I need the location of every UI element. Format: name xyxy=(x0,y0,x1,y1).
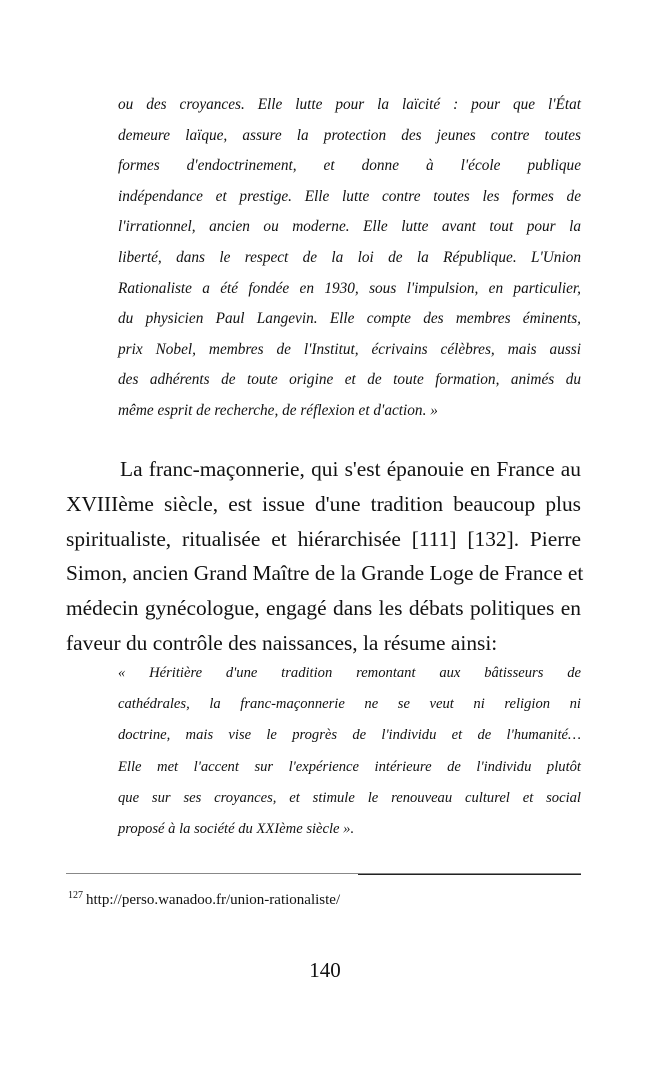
paragraph-line: La franc-maçonnerie, qui s'est épanouie en France au xyxy=(120,457,581,481)
quote-line: liberté, dans le respect de la loi de la République. L'Union xyxy=(118,248,581,266)
paragraph-line: spiritualiste, ritualisée et hiérarchisée [111] [132]. Pierre xyxy=(66,526,581,551)
quote-line: proposé à la société du XXIème siècle ». xyxy=(118,821,355,838)
quote-line: doctrine, mais vise le progrès de l'individu et de l'humanité… xyxy=(118,727,581,744)
paragraph-line: XVIIIème siècle, est issue d'une tradition beaucoup plus xyxy=(66,491,581,516)
quote-line: Rationaliste a été fondée en 1930, sous l'impulsion, en particulier, xyxy=(118,279,581,297)
quote-line: que sur ses croyances, et stimule le renouveau culturel et social xyxy=(118,789,581,806)
quote-line: indépendance et prestige. Elle lutte contre toutes les formes de xyxy=(118,187,581,205)
quote-line: l'irrationnel, ancien ou moderne. Elle lutte avant tout pour la xyxy=(118,218,581,236)
quote-line: du physicien Paul Langevin. Elle compte des membres éminents, xyxy=(118,310,581,328)
quote-line: ou des croyances. Elle lutte pour la laïcité : pour que l'État xyxy=(118,96,581,113)
paragraph-line: faveur du contrôle des naissances, la résume ainsi: xyxy=(66,630,498,655)
quote-line: Elle met l'accent sur l'expérience intérieure de l'individu plutôt xyxy=(118,758,581,775)
quote-union-rationaliste xyxy=(118,90,581,427)
body-paragraph xyxy=(66,452,584,661)
paragraph-line: Simon, ancien Grand Maître de la Grande Loge de France et xyxy=(66,561,584,586)
quote-pierre-simon xyxy=(118,658,581,845)
quote-line: prix Nobel, membres de l'Institut, écrivains célèbres, mais aussi xyxy=(118,340,581,358)
quote-line: cathédrales, la franc-maçonnerie ne se veut ni religion ni xyxy=(118,696,581,713)
quote-line: formes d'endoctrinement, et donne à l'école publique xyxy=(118,157,581,175)
quote-line: même esprit de recherche, de réflexion et d'action. » xyxy=(118,401,438,419)
quote-line: demeure laïque, assure la protection des jeunes contre toutes xyxy=(118,126,581,144)
footnote-divider-accent xyxy=(358,874,581,875)
footnote xyxy=(68,886,340,910)
page-number: 140 xyxy=(309,958,341,982)
quote-line: des adhérents de toute origine et de toute formation, animés du xyxy=(118,371,581,389)
quote-line: « Héritière d'une tradition remontant aux bâtisseurs de xyxy=(118,665,581,681)
footnote-link[interactable]: http://perso.wanadoo.fr/union-rationaliste/ xyxy=(86,892,341,908)
paragraph-line: médecin gynécologue, engagé dans les débats politiques en xyxy=(66,596,581,621)
footnote-number: 127 xyxy=(68,890,83,901)
